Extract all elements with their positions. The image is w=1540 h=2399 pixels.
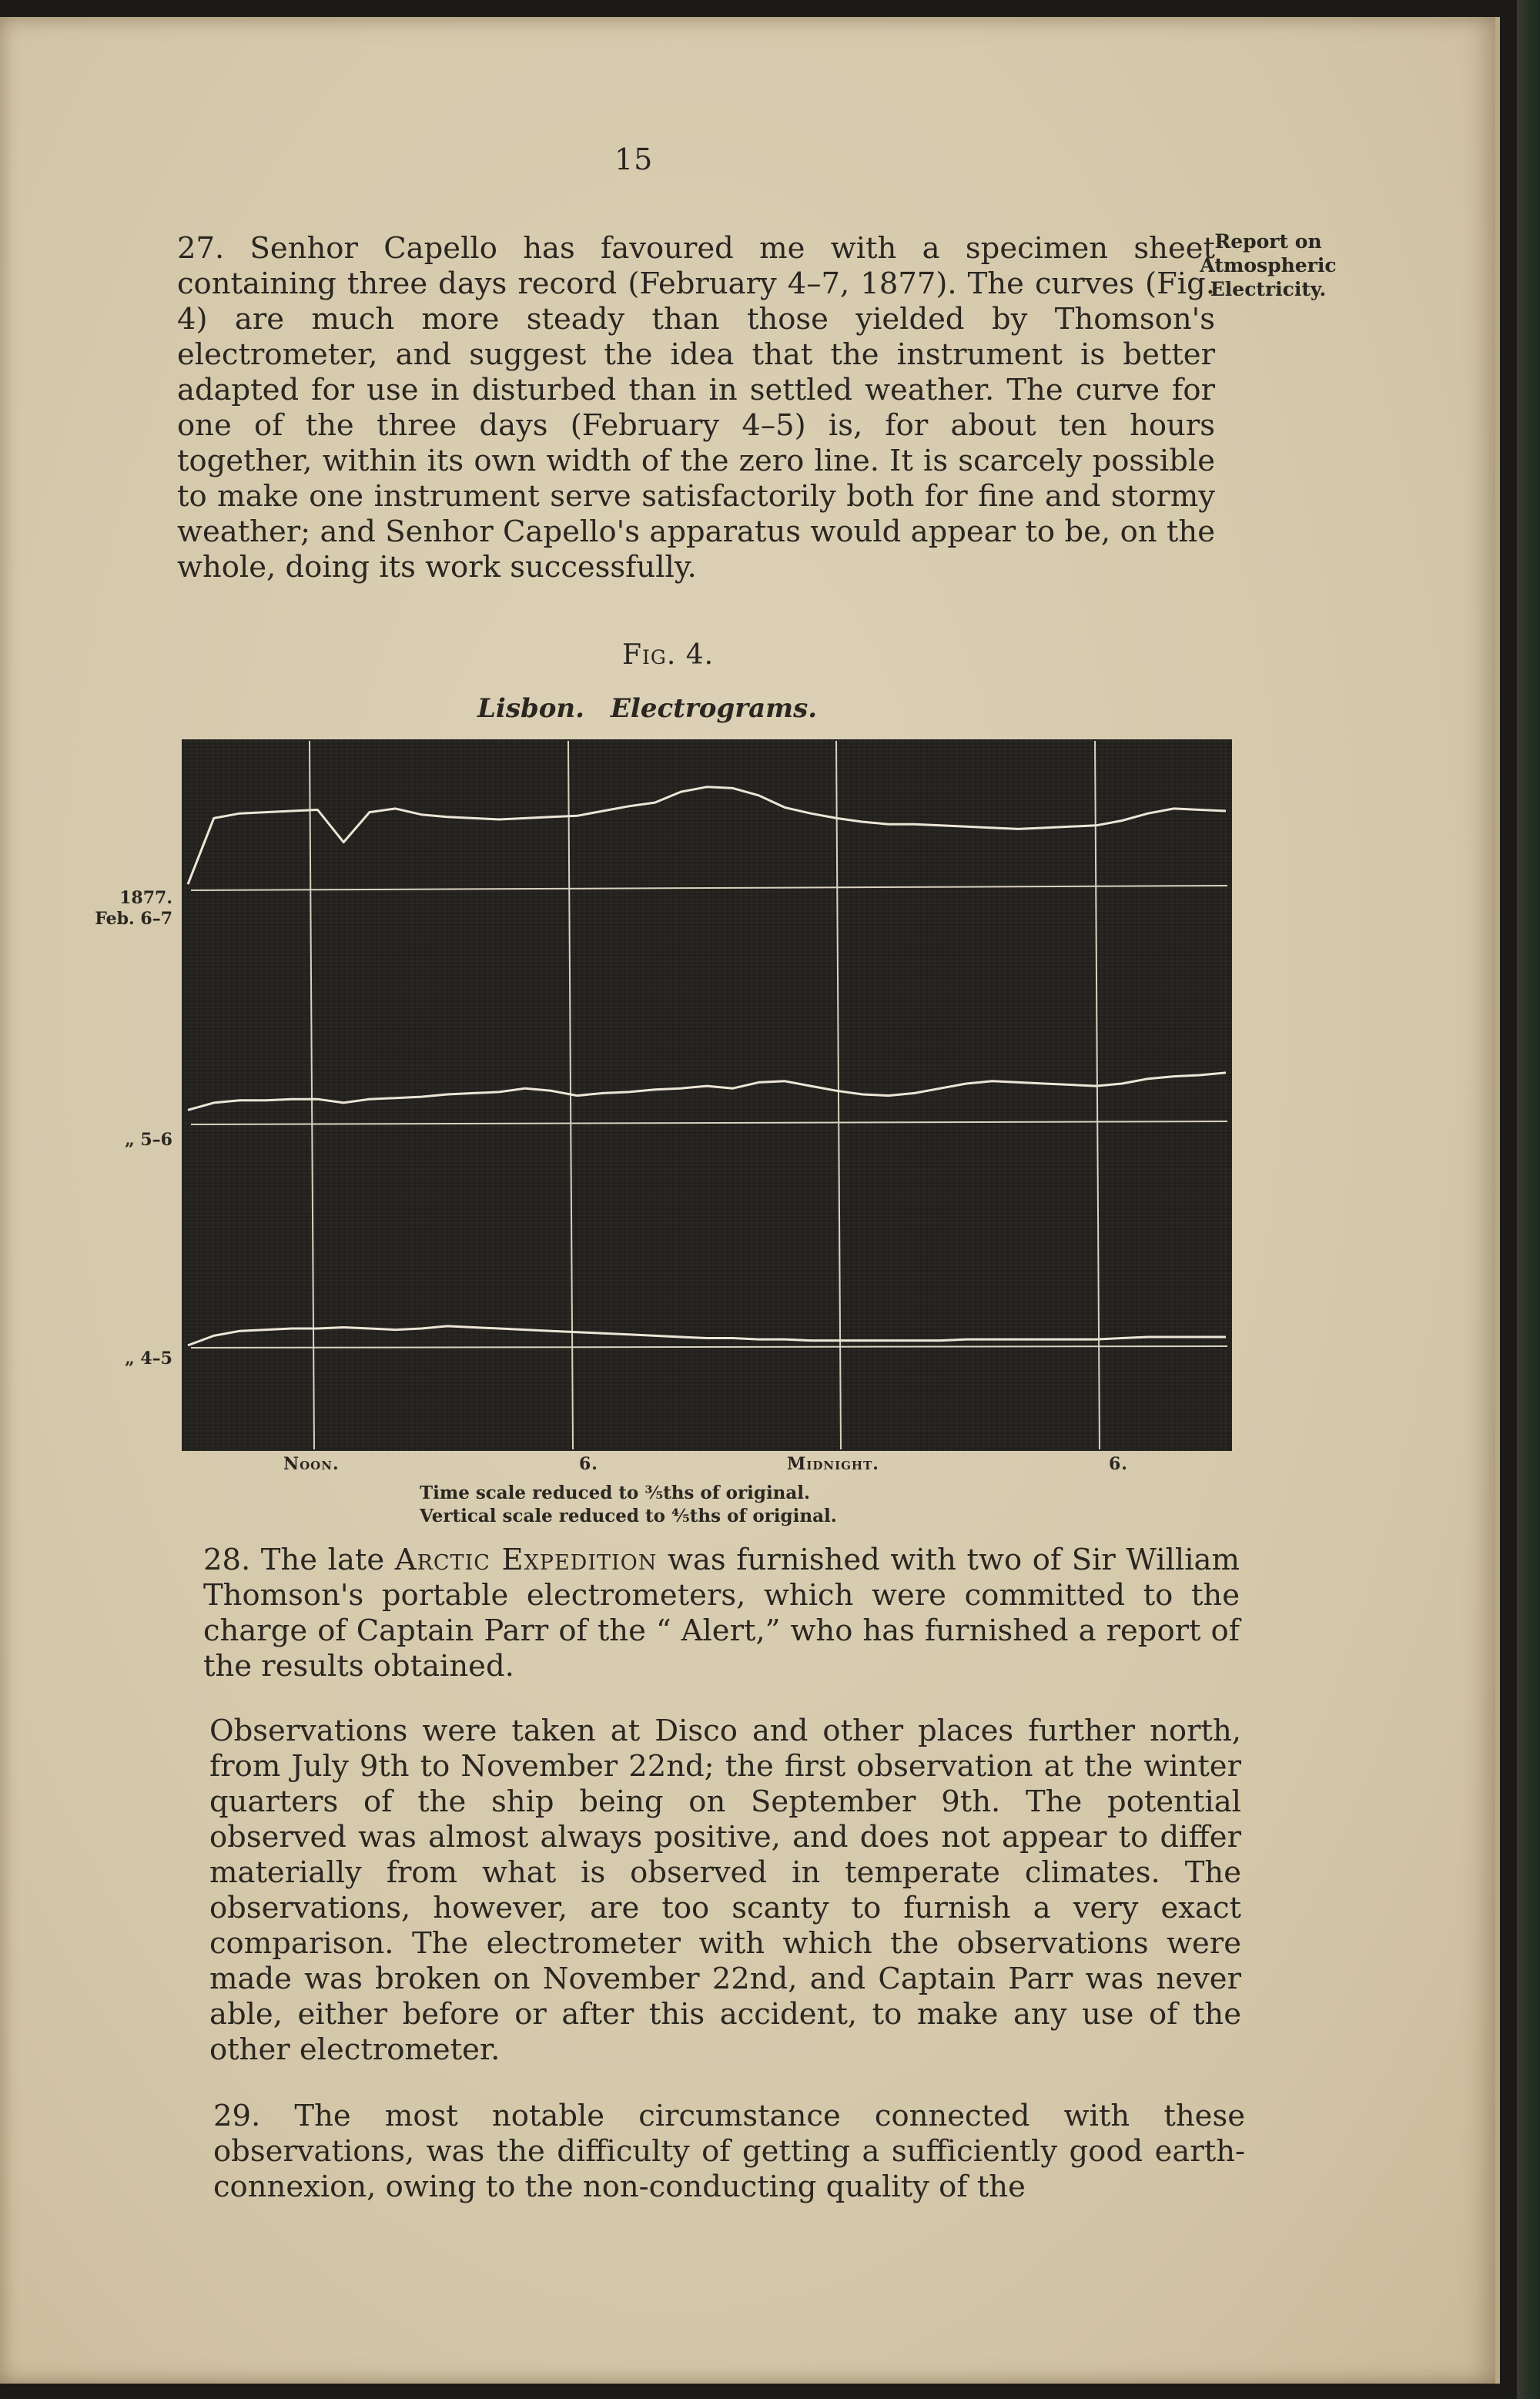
row-label-year: 1877. xyxy=(119,888,172,908)
electrogram-svg xyxy=(182,739,1232,1451)
series-trace-1 xyxy=(188,787,1226,884)
time-label-6am: 6. xyxy=(1109,1454,1128,1474)
figure-place: Lisbon. xyxy=(477,693,584,724)
paragraph-27: 27. Senhor Capello has favoured me with a specimen sheet containing three days record (February 4–7, 1877). The curves (Fig. 4) are much more steady than those yielded by Thomson's electrometer, and suggest the idea that the instrument is better adapted for use in disturbed than in settled weather. The curve for one of the three days (February 4–5) is, for about ten hours together, within its own width of the zero line. It is scarcely possible to make one instrument serve satisfactorily both for fine and stormy weather; and Senhor Capello's apparatus would appear to be, on the whole, doing its work successfully. xyxy=(177,231,1215,585)
page-spine xyxy=(1495,17,1500,2384)
figure-caption xyxy=(477,693,843,724)
zero-line xyxy=(191,886,1227,890)
book-cover-edge xyxy=(1517,0,1540,2399)
zero-line xyxy=(191,1121,1227,1124)
series-trace-2 xyxy=(188,1073,1226,1110)
series-trace-3 xyxy=(188,1326,1226,1345)
hour-gridline xyxy=(836,741,841,1449)
time-label-noon: Noon. xyxy=(283,1454,340,1474)
hour-gridline xyxy=(310,741,314,1449)
row-label-feb-5-6: „ 5–6 xyxy=(125,1130,172,1150)
row-label-feb-4-5: „ 4–5 xyxy=(125,1349,172,1369)
page-number: 15 xyxy=(614,142,654,176)
paragraph-28b: Observations were taken at Disco and other places further north, from July 9th to November 22nd; the first observation at the winter quarters of the ship being on September 9th. The potential observed was almost always positive, and does not appear to differ materially from what is observed in temperate climates. The observations, however, are too scanty to furnish a very exact comparison. The electrometer with which the observations were made was broken on November 22nd, and Captain Parr was never able, either before or after this accident, to make any use of the other electrometer. xyxy=(209,1714,1241,2067)
row-label-feb-6-7: Feb. 6–7 xyxy=(95,909,172,929)
time-label-midnight: Midnight. xyxy=(787,1454,879,1474)
electrogram-chart xyxy=(182,739,1232,1451)
figure-title: Electrograms. xyxy=(610,693,818,724)
hour-gridline xyxy=(1095,741,1100,1449)
figure-number: Fig. 4. xyxy=(622,639,715,671)
paragraph-28-text: 28. The late Arctic Expedition was furnished with two of Sir William Thomson's portable electrometers, which were committed to the charge of Captain Parr of the “ Alert,” who has furnished a report of the results obtained. xyxy=(203,1543,1240,1684)
paragraph-28 xyxy=(148,1543,1240,1684)
scale-note-vertical: Vertical scale reduced to ⅘ths of original. xyxy=(420,1506,837,1526)
scale-note-time: Time scale reduced to ⅗ths of original. xyxy=(420,1483,811,1503)
zero-line xyxy=(191,1346,1227,1348)
paragraph-29: 29. The most notable circumstance connected with these observations, was the difficulty of getting a sufficiently good earth-connexion, owing to the non-conducting quality of the xyxy=(213,2099,1245,2204)
time-label-6pm: 6. xyxy=(579,1454,598,1474)
arctic-expedition-title: Arctic Expedition xyxy=(394,1543,658,1577)
margin-note: Report on Atmospheric Electricity. xyxy=(1200,230,1337,300)
